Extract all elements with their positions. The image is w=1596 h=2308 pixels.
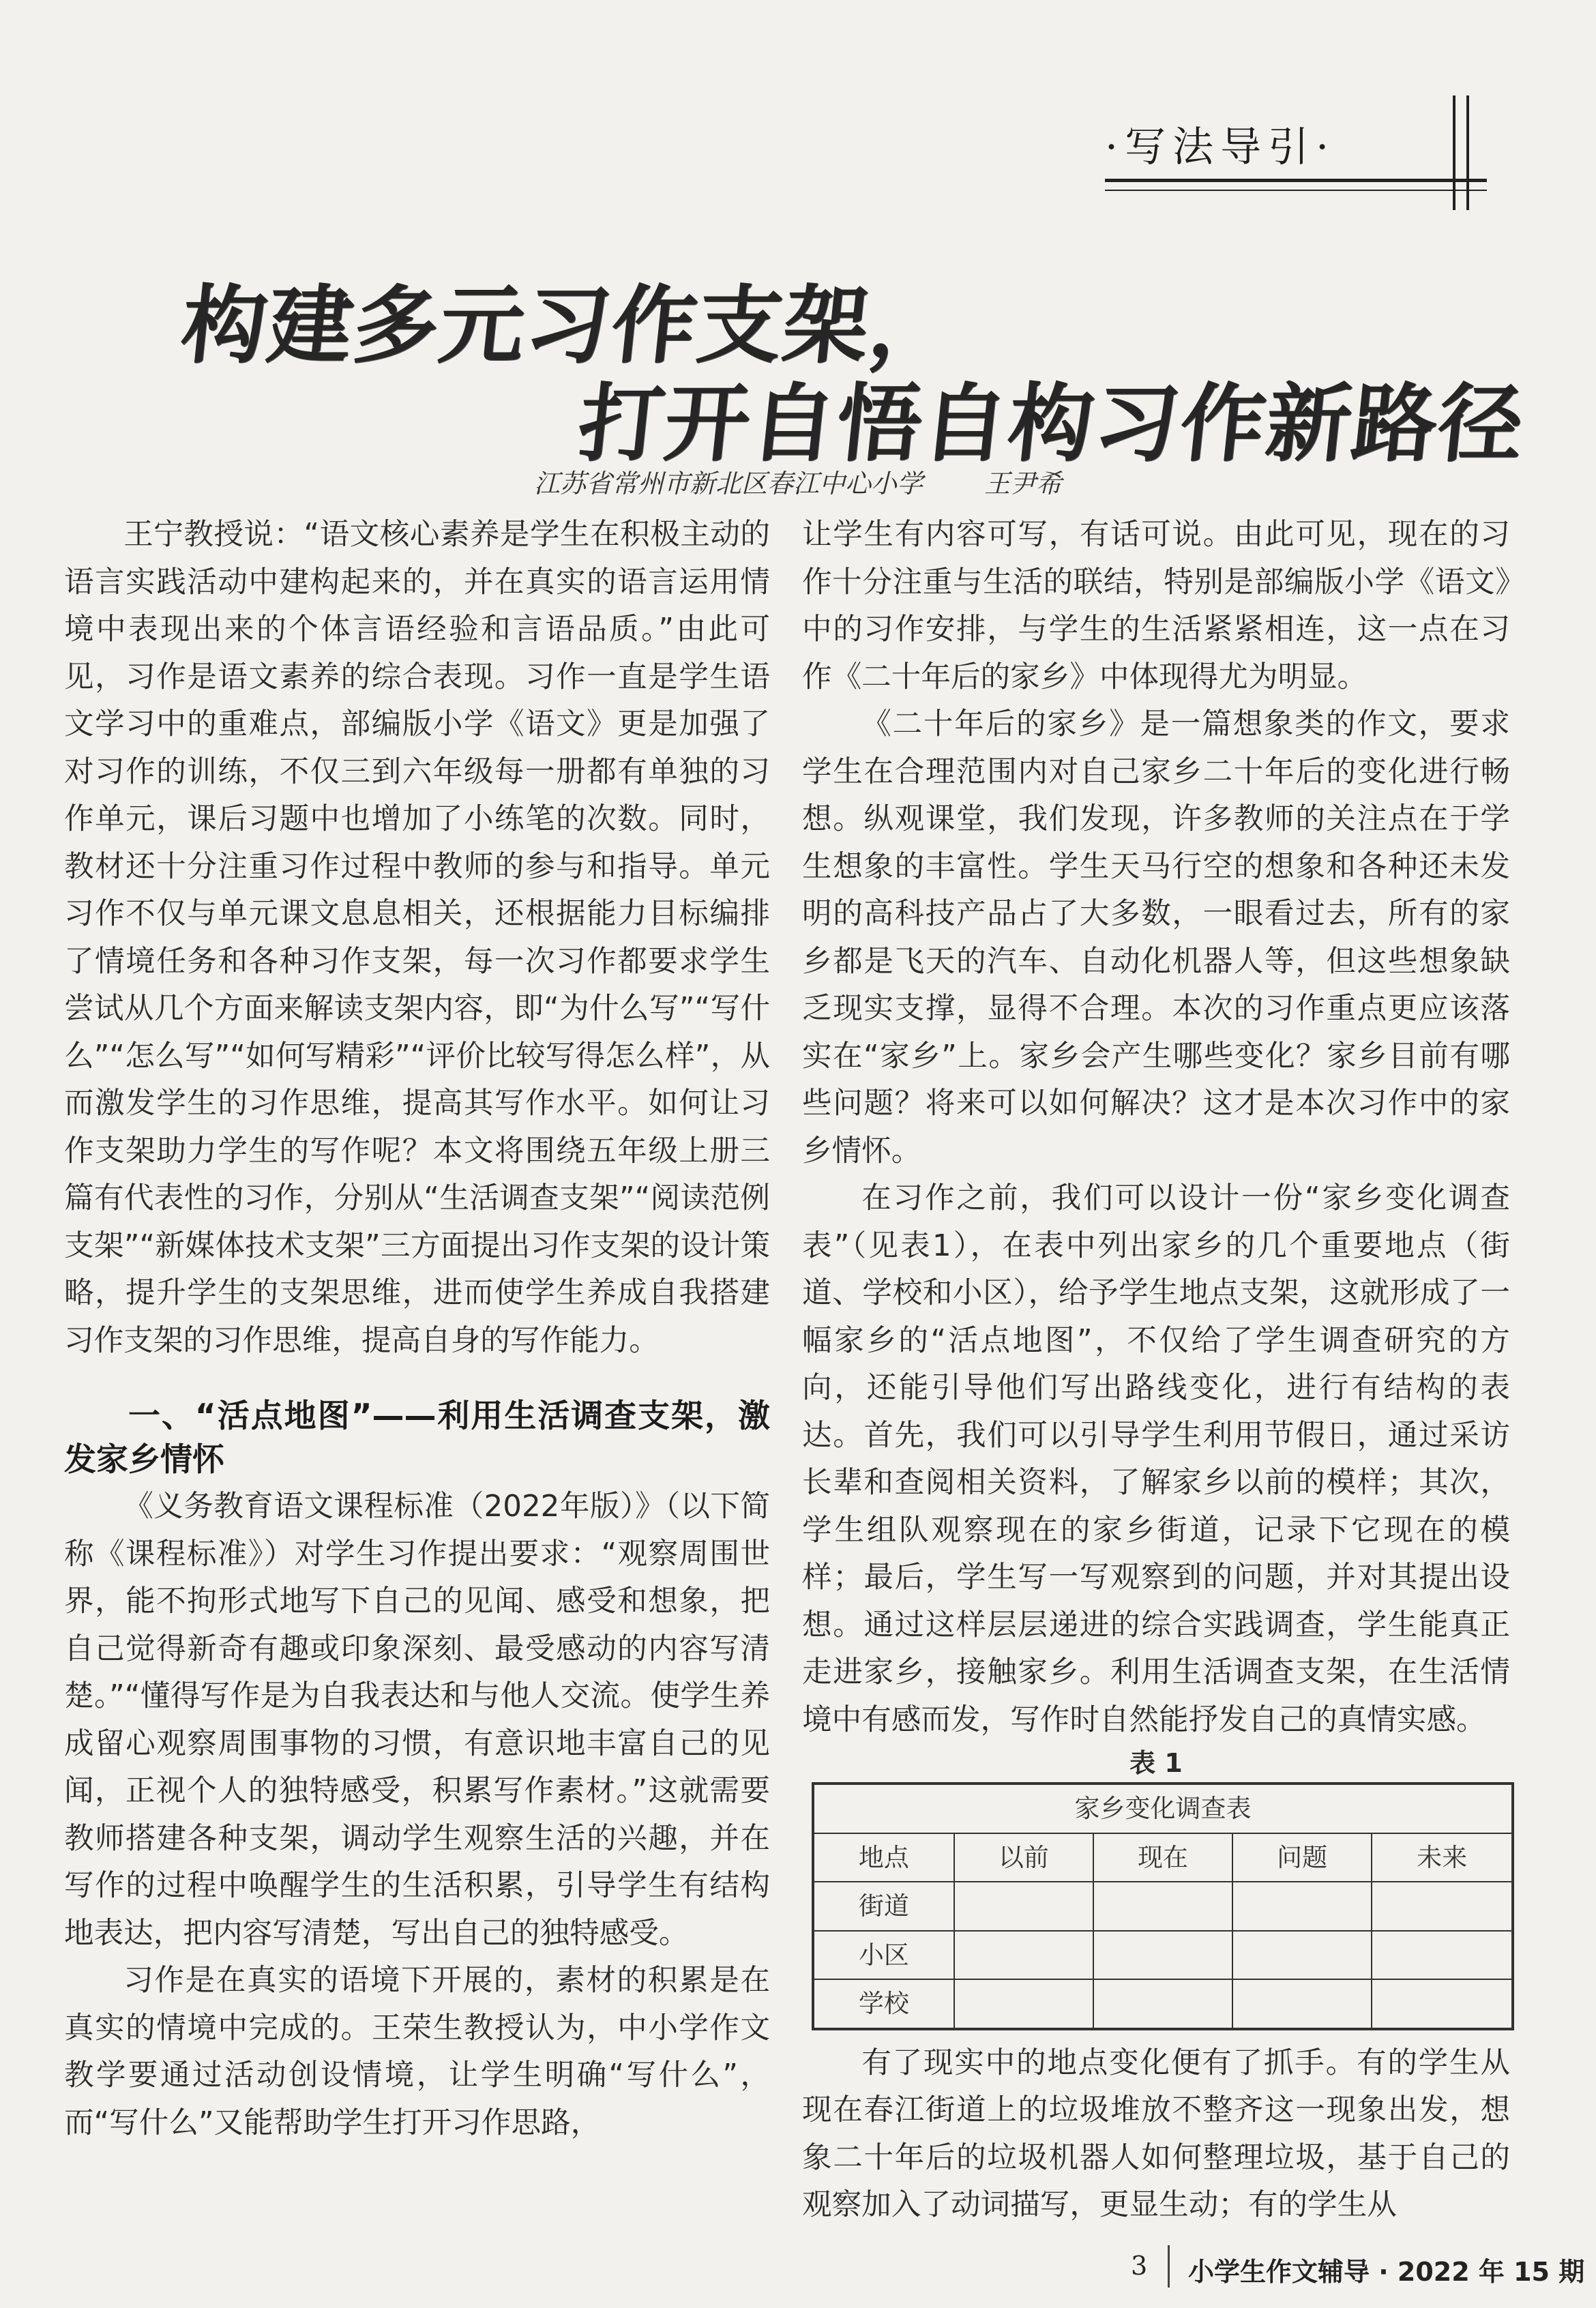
table-cell: 街道 [813, 1882, 954, 1931]
journal-name: 小学生作文辅导 · 2022 年 15 期 [1188, 2257, 1585, 2287]
table-cell [1372, 1882, 1513, 1931]
table-header-cell: 以前 [954, 1833, 1093, 1882]
header-rule [1105, 179, 1487, 182]
byline [0, 462, 1596, 500]
left-column [64, 512, 770, 2147]
right-column [802, 512, 1510, 2230]
table-cell [1232, 1931, 1372, 1980]
paragraph: 王宁教授说：“语文核心素养是学生在积极主动的语言实践活动中建构起来的，并在真实的语言运用情境中表现出来的个体言语经验和言语品质。”由此可见，习作是语文素养的综合表现。习作一直是学生语文学习中的重难点，部编版小学《语文》更是加强了对习作的训练，不仅三到六年级每一册都有单独的习作单元，课后习题中也增加了小练笔的次数。同时，教材还十分注重习作过程中教师的参与和指导。单元习作不仅与单元课文息息相关，还根据能力目标编排了情境任务和各种习作支架，每一次习作都要求学生尝试从几个方面来解读支架内容，即“为什么写”“写什么”“怎么写”“如何写精彩”“评价比较写得怎么样”，从而激发学生的习作思维，提高其写作水平。如何让习作支架助力学生的写作呢？本文将围绕五年级上册三篇有代表性的习作，分别从“生活调查支架”“阅读范例支架”“新媒体技术支架”三方面提出习作支架的设计策略，提升学生的支架思维，进而使学生养成自我搭建习作支架的习作思维，提高自身的写作能力。 [64, 518, 770, 1358]
table-cell [1232, 1979, 1372, 2029]
table-cell [1372, 1979, 1513, 2029]
header-rule-vertical [1466, 95, 1469, 210]
header-rule-vertical [1453, 95, 1455, 210]
section-label: ·写法导引· [1105, 123, 1336, 171]
table-header-cell: 未来 [1372, 1833, 1513, 1882]
paragraph: 习作是在真实的语境下开展的，素材的积累是在真实的情境中完成的。王荣生教授认为，中小学作文教学要通过活动创设情境，让学生明确“写什么”，而“写什么”又能帮助学生打开习作思路， [64, 1964, 770, 2140]
paragraph: 《义务教育语文课程标准（2022年版）》（以下简称《课程标准》）对学生习作提出要求：“观察周围世界，能不拘形式地写下自己的见闻、感受和想象，把自己觉得新奇有趣或印象深刻、最受感动的内容写清楚。”“懂得写作是为自我表达和与他人交流。使学生养成留心观察周围事物的习惯，有意识地丰富自己的见闻，正视个人的独特感受，积累写作素材。”这就需要教师搭建各种支架，调动学生观察生活的兴趣，并在写作的过程中唤醒学生的生活积累，引导学生有结构地表达，把内容写清楚，写出自己的独特感受。 [64, 1490, 770, 1951]
paragraph: 有了现实中的地点变化便有了抓手。有的学生从现在春江街道上的垃圾堆放不整齐这一现象出发，想象二十年后的垃圾机器人如何整理垃圾，基于自己的观察加入了动词描写，更显生动；有的学生从 [802, 2045, 1510, 2222]
paragraph: 《二十年后的家乡》是一篇想象类的作文，要求学生在合理范围内对自己家乡二十年后的变化进行畅想。纵观课堂，我们发现，许多教师的关注点在于学生想象的丰富性。学生天马行空的想象和各种还未发明的高科技产品占了大多数，一眼看过去，所有的家乡都是飞天的汽车、自动化机器人等，但这些想象缺乏现实支撑，显得不合理。本次的习作重点更应该落实在“家乡”上。家乡会产生哪些变化？家乡目前有哪些问题？将来可以如何解决？这才是本次习作中的家乡情怀。 [802, 707, 1510, 1168]
header-rule-thin [1105, 190, 1487, 191]
footer-divider [1168, 2245, 1170, 2288]
table-title: 家乡变化调查表 [813, 1784, 1513, 1833]
table-cell: 小区 [813, 1931, 954, 1980]
table-cell [954, 1882, 1093, 1931]
table-header-cell: 问题 [1232, 1833, 1372, 1882]
table-row [813, 1931, 1513, 1980]
affiliation: 江苏省常州市新北区春江中心小学 [533, 469, 923, 499]
article-title-line-2: 打开自悟自构习作新路径 [574, 375, 1530, 473]
table-header-cell: 现在 [1093, 1833, 1232, 1882]
table-cell [954, 1931, 1093, 1980]
paragraph: 在习作之前，我们可以设计一份“家乡变化调查表”（见表1），在表中列出家乡的几个重要地点（街道、学校和小区），给予学生地点支架，这就形成了一幅家乡的“活点地图”，不仅给了学生调查研究的方向，还能引导他们写出路线变化，进行有结构的表达。首先，我们可以引导学生利用节假日，通过采访长辈和查阅相关资料，了解家乡以前的模样；其次，学生组队观察现在的家乡街道，记录下它现在的模样；最后，学生写一写观察到的问题，并对其提出设想。通过这样层层递进的综合实践调查，学生能真正走进家乡，接触家乡。利用生活调查支架，在生活情境中有感而发，写作时自然能抒发自己的真情实感。 [802, 1181, 1510, 1737]
table-cell [954, 1979, 1093, 2029]
table-header-row [813, 1833, 1513, 1882]
table-header-cell: 地点 [813, 1833, 954, 1882]
table-cell [1093, 1931, 1232, 1980]
table-row [813, 1979, 1513, 2029]
paragraph: 让学生有内容可写，有话可说。由此可见，现在的习作十分注重与生活的联结，特别是部编版小学《语文》中的习作安排，与学生的生活紧紧相连，这一点在习作《二十年后的家乡》中体现得尤为明显。 [802, 518, 1510, 694]
table-cell [1372, 1931, 1513, 1980]
page-number: 3 [1131, 2251, 1148, 2281]
table-cell: 学校 [813, 1979, 954, 2029]
table-cell [1093, 1882, 1232, 1931]
section-heading: 一、“活点地图”——利用生活调查支架，激发家乡情怀 [64, 1397, 770, 1479]
page-footer [0, 2251, 1596, 2292]
table-caption: 表 1 [1129, 1748, 1183, 1778]
table-cell [1232, 1882, 1372, 1931]
table-cell [1093, 1979, 1232, 2029]
article-title-line-1: 构建多元习作支架， [177, 277, 961, 375]
survey-table [812, 1782, 1514, 2030]
author: 王尹希 [984, 469, 1063, 499]
table-row [813, 1882, 1513, 1931]
